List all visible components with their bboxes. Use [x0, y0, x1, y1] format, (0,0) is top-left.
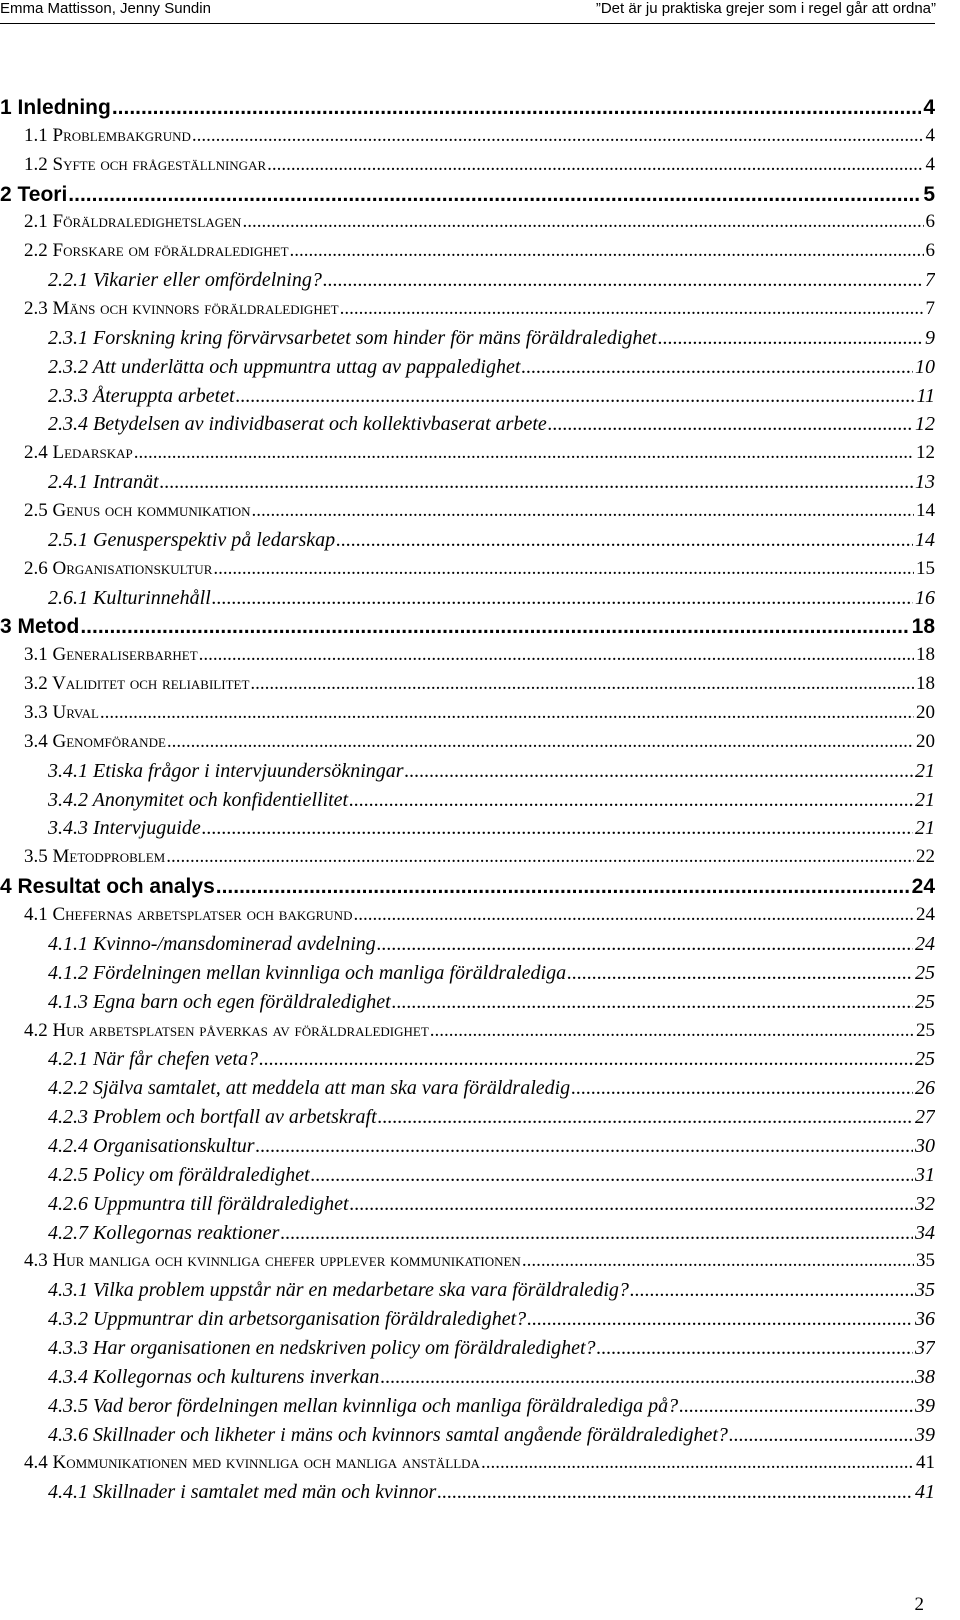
toc-entry-page: 41 — [916, 1452, 935, 1474]
toc-entry-title: 3.2 Validitet och reliabilitet — [24, 673, 250, 695]
toc-entry-title: 4.2.3 Problem och bortfall av arbetskraft — [48, 1106, 377, 1129]
toc-entry-level-3[interactable] — [0, 1077, 935, 1106]
toc-entry-level-2[interactable] — [0, 442, 935, 471]
toc-entry-page: 21 — [915, 817, 935, 840]
toc-entry-level-2[interactable] — [0, 904, 935, 933]
toc-entry-page: 4 — [923, 96, 935, 119]
toc-dot-leader — [597, 1337, 913, 1360]
toc-entry-page: 18 — [911, 615, 935, 639]
toc-dot-leader — [353, 904, 914, 926]
toc-entry-page: 22 — [916, 846, 935, 868]
toc-entry-level-3[interactable] — [0, 1337, 935, 1366]
toc-entry-level-3[interactable] — [0, 1135, 935, 1164]
toc-dot-leader — [679, 1395, 913, 1418]
toc-entry-page: 12 — [916, 442, 935, 464]
toc-entry-level-2[interactable] — [0, 154, 935, 183]
toc-entry-title: 4.3.1 Vilka problem uppstår när en medarbetare ska vara föräldraledig? — [48, 1279, 629, 1302]
toc-entry-level-2[interactable] — [0, 644, 935, 673]
toc-dot-leader — [522, 1250, 914, 1272]
toc-entry-level-3[interactable] — [0, 1424, 935, 1453]
toc-entry-level-3[interactable] — [0, 1164, 935, 1193]
toc-entry-title: 2.3.1 Forskning kring förvärvsarbetet som hinder för mäns föräldraledighet — [48, 326, 657, 349]
page-header — [0, 0, 960, 26]
toc-dot-leader — [380, 1366, 913, 1389]
toc-entry-page: 18 — [916, 644, 935, 666]
toc-dot-leader — [236, 385, 915, 408]
toc-entry-page: 25 — [916, 1019, 935, 1041]
toc-entry-title: 3.4 Genomförande — [24, 730, 166, 752]
toc-entry-page: 9 — [925, 326, 935, 349]
toc-entry-page: 12 — [915, 413, 935, 436]
toc-dot-leader — [548, 413, 913, 436]
toc-entry-title: 2.3 Mäns och kvinnors föräldraledighet — [24, 298, 339, 320]
toc-dot-leader — [430, 1020, 914, 1042]
toc-dot-leader — [377, 933, 913, 956]
toc-entry-level-3[interactable] — [0, 269, 935, 298]
toc-entry-level-2[interactable] — [0, 211, 935, 240]
toc-entry-title: 4.3.6 Skillnader och likheter i mäns och kvinnors samtal angående föräldraledighet? — [48, 1423, 728, 1446]
toc-entry-level-3[interactable] — [0, 991, 935, 1020]
toc-entry-page: 38 — [915, 1365, 935, 1388]
toc-dot-leader — [242, 211, 923, 233]
toc-entry-title: 2.3.4 Betydelsen av individbaserat och kollektivbaserat arbete — [48, 413, 547, 436]
toc-entry-title: 3.3 Urval — [24, 702, 99, 724]
toc-entry-page: 14 — [916, 500, 935, 522]
toc-entry-page: 25 — [915, 990, 935, 1013]
header-title: ”Det är ju praktiska grejer som i regel går att ordna” — [595, 0, 936, 17]
toc-entry-page: 30 — [915, 1134, 935, 1157]
toc-entry-level-3[interactable] — [0, 1481, 935, 1510]
toc-entry-level-3[interactable] — [0, 1279, 935, 1308]
toc-dot-leader — [340, 298, 924, 320]
toc-dot-leader — [521, 356, 913, 379]
toc-entry-title: 3.4.1 Etiska frågor i intervjuundersökningar — [48, 759, 404, 782]
toc-entry-title: 2.4 Ledarskap — [24, 442, 133, 464]
toc-entry-level-1[interactable] — [0, 96, 935, 125]
toc-entry-page: 39 — [915, 1423, 935, 1446]
toc-dot-leader — [567, 962, 913, 985]
toc-entry-title: 3.4.2 Anonymitet och konfidentiellitet — [48, 788, 349, 811]
toc-dot-leader — [350, 1193, 913, 1216]
toc-dot-leader — [336, 529, 913, 552]
toc-entry-title: 1.2 Syfte och frågeställningar — [24, 153, 267, 175]
toc-entry-title: 2.2 Forskare om föräldraledighet — [24, 240, 289, 262]
toc-entry-title: 2.3.2 Att underlätta och uppmuntra uttag av pappaledighet — [48, 355, 521, 378]
toc-entry-page: 7 — [925, 269, 935, 292]
toc-entry-page: 13 — [915, 471, 935, 494]
toc-entry-page: 4 — [925, 124, 935, 146]
toc-dot-leader — [166, 846, 914, 868]
toc-entry-title: 2.2.1 Vikarier eller omfördelning? — [48, 269, 322, 292]
toc-entry-level-3[interactable] — [0, 1308, 935, 1337]
toc-entry-level-1[interactable] — [0, 615, 935, 644]
toc-entry-page: 32 — [915, 1192, 935, 1215]
toc-entry-page: 35 — [916, 1250, 935, 1272]
toc-entry-title: 4.4 Kommunikationen med kvinnliga och manliga anställda — [24, 1452, 480, 1474]
toc-entry-page: 16 — [915, 586, 935, 609]
toc-entry-level-3[interactable] — [0, 1106, 935, 1135]
toc-entry-level-3[interactable] — [0, 1366, 935, 1395]
toc-entry-level-2[interactable] — [0, 1250, 935, 1279]
toc-entry-level-3[interactable] — [0, 413, 935, 442]
toc-entry-level-2[interactable] — [0, 731, 935, 760]
toc-dot-leader — [267, 154, 923, 176]
toc-entry-page: 24 — [916, 904, 935, 926]
toc-entry-level-3[interactable] — [0, 1222, 935, 1251]
toc-entry-level-1[interactable] — [0, 875, 935, 904]
toc-dot-leader — [323, 269, 923, 292]
toc-dot-leader — [160, 471, 913, 494]
toc-dot-leader — [280, 1222, 913, 1245]
toc-entry-level-2[interactable] — [0, 673, 935, 702]
page-number: 2 — [914, 1594, 924, 1615]
toc-dot-leader — [252, 500, 915, 522]
toc-entry-title: 2.5.1 Genusperspektiv på ledarskap — [48, 528, 336, 551]
toc-dot-leader — [405, 760, 913, 783]
toc-dot-leader — [250, 673, 914, 695]
toc-entry-page: 21 — [915, 788, 935, 811]
toc-entry-title: 4.2.2 Själva samtalet, att meddela att man ska vara föräldraledig — [48, 1077, 571, 1100]
toc-entry-page: 7 — [925, 298, 935, 320]
toc-dot-leader — [378, 1106, 913, 1129]
toc-dot-leader — [259, 1048, 913, 1071]
toc-dot-leader — [192, 125, 924, 147]
toc-dot-leader — [199, 644, 914, 666]
toc-entry-level-3[interactable] — [0, 1395, 935, 1424]
toc-dot-leader — [349, 789, 913, 812]
toc-entry-page: 41 — [915, 1481, 935, 1504]
toc-entry-level-3[interactable] — [0, 962, 935, 991]
toc-entry-title: 4.2.7 Kollegornas reaktioner — [48, 1221, 280, 1244]
toc-entry-page: 31 — [915, 1163, 935, 1186]
toc-entry-title: 4.1.2 Fördelningen mellan kvinnliga och manliga föräldralediga — [48, 961, 567, 984]
toc-entry-title: 2.6 Organisationskultur — [24, 557, 213, 579]
toc-dot-leader — [216, 875, 910, 899]
toc-entry-page: 15 — [916, 557, 935, 579]
toc-entry-title: 4.1.1 Kvinno-/mansdominerad avdelning — [48, 932, 376, 955]
toc-entry-title: 4.3 Hur manliga och kvinnliga chefer upplever kommunikationen — [24, 1250, 521, 1272]
toc-dot-leader — [167, 731, 914, 753]
toc-entry-page: 24 — [915, 932, 935, 955]
toc-entry-page: 14 — [915, 528, 935, 551]
toc-entry-page: 25 — [915, 961, 935, 984]
toc-entry-page: 25 — [915, 1048, 935, 1071]
toc-entry-title: 3.5 Metodproblem — [24, 846, 166, 868]
toc-entry-title: 4 Resultat och analys — [0, 875, 215, 899]
toc-dot-leader — [729, 1424, 913, 1447]
toc-entry-level-2[interactable] — [0, 702, 935, 731]
toc-entry-level-3[interactable] — [0, 471, 935, 500]
toc-dot-leader — [80, 615, 909, 639]
toc-dot-leader — [212, 587, 913, 610]
toc-entry-page: 35 — [915, 1279, 935, 1302]
toc-entry-level-3[interactable] — [0, 327, 935, 356]
toc-entry-page: 26 — [915, 1077, 935, 1100]
toc-entry-level-2[interactable] — [0, 558, 935, 587]
toc-entry-page: 4 — [925, 153, 935, 175]
toc-dot-leader — [571, 1077, 913, 1100]
toc-entry-title: 2.4.1 Intranät — [48, 471, 159, 494]
toc-entry-level-2[interactable] — [0, 125, 935, 154]
header-authors: Emma Mattisson, Jenny Sundin — [0, 0, 211, 17]
toc-dot-leader — [100, 702, 914, 724]
toc-entry-level-3[interactable] — [0, 385, 935, 414]
toc-dot-leader — [437, 1481, 913, 1504]
toc-entry-page: 11 — [916, 384, 935, 407]
toc-entry-level-3[interactable] — [0, 933, 935, 962]
toc-entry-title: 4.2 Hur arbetsplatsen påverkas av föräldraledighet — [24, 1019, 429, 1041]
toc-entry-level-3[interactable] — [0, 587, 935, 616]
toc-entry-page: 24 — [911, 875, 935, 899]
toc-entry-title: 4.3.5 Vad beror fördelningen mellan kvinnliga och manliga föräldralediga på? — [48, 1394, 679, 1417]
toc-entry-level-2[interactable] — [0, 1452, 935, 1481]
toc-entry-page: 20 — [916, 702, 935, 724]
toc-entry-title: 3.4.3 Intervjuguide — [48, 817, 201, 840]
toc-entry-page: 39 — [915, 1394, 935, 1417]
toc-entry-level-2[interactable] — [0, 846, 935, 875]
toc-entry-level-3[interactable] — [0, 789, 935, 818]
toc-entry-page: 37 — [915, 1336, 935, 1359]
toc-dot-leader — [213, 558, 914, 580]
toc-entry-level-3[interactable] — [0, 529, 935, 558]
toc-dot-leader — [202, 817, 913, 840]
toc-entry-title: 4.2.4 Organisationskultur — [48, 1134, 255, 1157]
toc-entry-title: 3.1 Generaliserbarhet — [24, 644, 198, 666]
toc-entry-title: 4.3.3 Har organisationen en nedskriven policy om föräldraledighet? — [48, 1336, 596, 1359]
toc-entry-title: 2.6.1 Kulturinnehåll — [48, 586, 211, 609]
toc-entry-title: 2 Teori — [0, 182, 68, 206]
toc-dot-leader — [290, 240, 924, 262]
toc-entry-title: 2.3.3 Återuppta arbetet — [48, 384, 235, 407]
toc-dot-leader — [256, 1135, 914, 1158]
toc-entry-title: 2.5 Genus och kommunikation — [24, 500, 251, 522]
toc-entry-page: 36 — [915, 1308, 935, 1331]
toc-entry-title: 4.2.6 Uppmuntra till föräldraledighet — [48, 1192, 349, 1215]
toc-entry-level-3[interactable] — [0, 760, 935, 789]
toc-entry-level-1[interactable] — [0, 183, 935, 212]
toc-entry-page: 6 — [925, 240, 935, 262]
toc-entry-level-2[interactable] — [0, 1020, 935, 1049]
toc-entry-title: 1 Inledning — [0, 96, 111, 119]
toc-entry-title: 4.1 Chefernas arbetsplatser och bakgrund — [24, 904, 353, 926]
toc-entry-page: 10 — [915, 355, 935, 378]
toc-dot-leader — [392, 991, 913, 1014]
toc-dot-leader — [311, 1164, 913, 1187]
toc-entry-page: 5 — [923, 182, 935, 206]
toc-dot-leader — [134, 442, 914, 464]
header-divider — [0, 23, 935, 24]
toc-entry-level-3[interactable] — [0, 1193, 935, 1222]
toc-entry-title: 1.1 Problembakgrund — [24, 124, 191, 146]
toc-entry-page: 34 — [915, 1221, 935, 1244]
toc-entry-page: 6 — [925, 211, 935, 233]
toc-entry-level-3[interactable] — [0, 817, 935, 846]
toc-entry-title: 4.2.1 När får chefen veta? — [48, 1048, 258, 1071]
toc-dot-leader — [658, 327, 923, 350]
toc-dot-leader — [68, 183, 921, 207]
toc-entry-level-2[interactable] — [0, 298, 935, 327]
toc-entry-title: 4.2.5 Policy om föräldraledighet — [48, 1163, 310, 1186]
toc-entry-page: 21 — [915, 759, 935, 782]
toc-dot-leader — [481, 1452, 914, 1474]
toc-entry-title: 4.1.3 Egna barn och egen föräldraledighet — [48, 990, 391, 1013]
toc-entry-title: 4.4.1 Skillnader i samtalet med män och kvinnor — [48, 1481, 437, 1504]
toc-entry-level-3[interactable] — [0, 356, 935, 385]
toc-entry-page: 27 — [915, 1106, 935, 1129]
toc-entry-title: 4.3.4 Kollegornas och kulturens inverkan — [48, 1365, 380, 1388]
toc-dot-leader — [527, 1308, 913, 1331]
toc-dot-leader — [112, 96, 921, 120]
toc-entry-level-2[interactable] — [0, 240, 935, 269]
toc-entry-page: 20 — [916, 730, 935, 752]
toc-entry-title: 4.3.2 Uppmuntrar din arbetsorganisation föräldraledighet? — [48, 1308, 527, 1331]
toc-entry-level-3[interactable] — [0, 1048, 935, 1077]
toc-dot-leader — [630, 1279, 913, 1302]
toc-entry-page: 18 — [916, 673, 935, 695]
toc-entry-level-2[interactable] — [0, 500, 935, 529]
table-of-contents — [0, 96, 935, 1510]
toc-entry-title: 3 Metod — [0, 615, 80, 639]
toc-entry-title: 2.1 Föräldraledighetslagen — [24, 211, 242, 233]
